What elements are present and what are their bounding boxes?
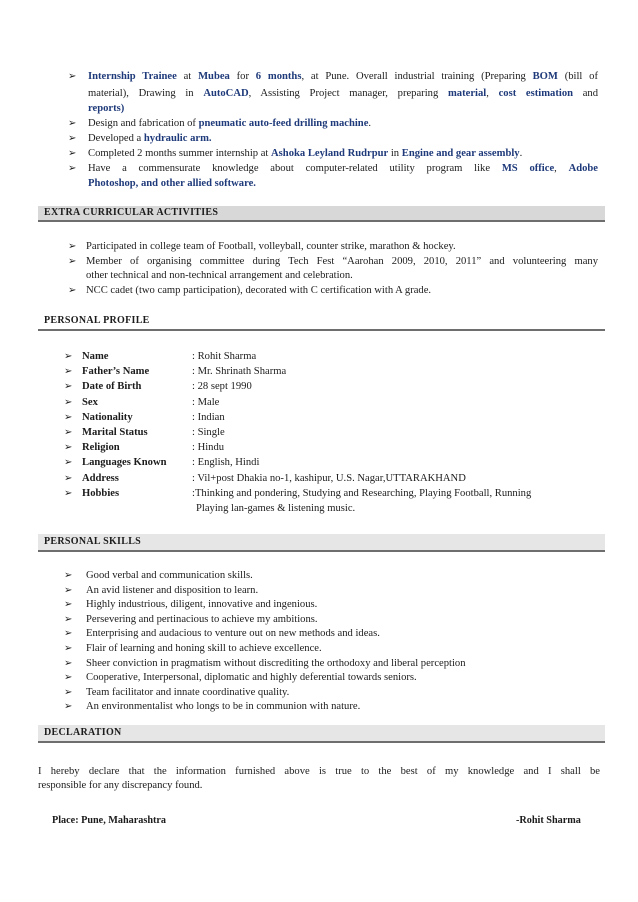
bullet-arrow-icon: ➢ [64,412,73,423]
bullet-arrow-icon: ➢ [64,457,73,468]
skill-item: Cooperative, Interpersonal, diplomatic and highly deferential towards seniors. [86,672,417,683]
place-text: Place: Pune, Maharashtra [52,815,167,826]
profile-label: Languages Known [82,457,167,468]
bullet-arrow-icon: ➢ [64,473,73,484]
text-run: material), Drawing in [88,88,204,99]
section-title: DECLARATION [44,727,122,738]
internship-line [88,70,598,84]
bullet-arrow-icon: ➢ [68,148,77,159]
bullet-arrow-icon: ➢ [64,658,73,669]
section-header-personal-profile [38,305,605,331]
bullet-arrow-icon: ➢ [68,256,77,267]
extra-curricular-item: other technical and non-technical arrangement and celebration. [86,270,353,281]
text-run: Engine and gear assembly [401,148,520,159]
bullet-arrow-icon: ➢ [68,118,77,129]
bullet-arrow-icon: ➢ [64,672,73,683]
bullet-arrow-icon: ➢ [64,488,73,499]
skill-item: Flair of learning and honing skill to achieve excellence. [86,643,322,654]
bullet-arrow-icon: ➢ [68,241,77,252]
text-run: , Assisting Project manager, preparing [248,88,448,99]
profile-value: : Hindu [192,442,225,453]
internship-line [88,132,212,146]
bullet-arrow-icon: ➢ [64,427,73,438]
text-run: MS office [501,163,555,174]
bullet-arrow-icon: ➢ [64,442,73,453]
text-run: . [368,118,372,129]
section-title: PERSONAL SKILLS [44,536,142,547]
internship-line [88,87,598,101]
profile-label: Father’s Name [82,366,150,377]
profile-label: Date of Birth [82,381,142,392]
skill-item: Persevering and pertinacious to achieve my ambitions. [86,614,318,625]
bullet-arrow-icon: ➢ [64,366,73,377]
section-title: PERSONAL PROFILE [44,315,150,326]
signature-text: -Rohit Sharma [516,815,581,826]
declaration-text-line-2: responsible for any discrepancy found. [38,780,203,791]
section-title: EXTRA CURRICULAR ACTIVITIES [44,207,219,218]
bullet-arrow-icon: ➢ [64,701,73,712]
profile-value: : Vil+post Dhakia no-1, kashipur, U.S. Nagar,UTTARAKHAND [192,473,466,484]
section-header-declaration [38,725,605,743]
profile-label: Marital Status [82,427,148,438]
text-run: Internship Trainee [88,71,177,82]
skill-item: Sheer conviction in pragmatism without discrediting the orthodoxy and liberal perception [86,658,466,669]
bullet-arrow-icon: ➢ [64,381,73,392]
text-run: Completed 2 months summer internship at [88,148,272,159]
profile-label: Nationality [82,412,133,423]
text-run: 6 months [255,71,302,82]
skill-item: Highly industrious, diligent, innovative and ingenious. [86,599,318,610]
internship-line [88,117,371,131]
bullet-arrow-icon: ➢ [68,285,77,296]
text-run: Adobe [568,163,598,174]
extra-curricular-item: Participated in college team of Football, volleyball, counter strike, marathon & hockey. [86,241,456,252]
bullet-arrow-icon: ➢ [64,599,73,610]
text-run: Photoshop, and other allied software. [88,178,256,189]
skill-item: Team facilitator and innate coordinative quality. [86,687,290,698]
text-run: for [229,71,256,82]
text-run: and [573,88,599,99]
profile-value: : Single [192,427,225,438]
bullet-arrow-icon: ➢ [64,570,73,581]
profile-label: Sex [82,397,98,408]
text-run: Design and fabrication of [88,118,199,129]
text-run: , [554,163,569,174]
text-run: reports) [88,103,125,114]
text-run: at [176,71,199,82]
text-run: cost estimation [498,88,574,99]
skill-item: Good verbal and communication skills. [86,570,253,581]
bullet-arrow-icon: ➢ [68,163,77,174]
text-run: material [447,88,487,99]
bullet-arrow-icon: ➢ [64,585,73,596]
extra-curricular-item: NCC cadet (two camp participation), decorated with C certification with A grade. [86,285,432,296]
profile-value: : Indian [192,412,225,423]
bullet-arrow-icon: ➢ [64,397,73,408]
profile-value: : Mr. Shrinath Sharma [192,366,287,377]
profile-value: : English, Hindi [192,457,260,468]
internship-line [88,147,522,161]
profile-value: : 28 sept 1990 [192,381,252,392]
profile-label: Religion [82,442,120,453]
text-run: , [486,88,499,99]
text-run: Ashoka Leyland Rudrpur [271,148,389,159]
internship-line [88,162,598,176]
text-run: (bill of [557,71,598,82]
profile-value: : Male [192,397,220,408]
text-run: BOM [532,71,558,82]
profile-label: Name [82,351,109,362]
skill-item: Enterprising and audacious to venture out on new methods and ideas. [86,628,380,639]
profile-label: Hobbies [82,488,120,499]
bullet-arrow-icon: ➢ [64,687,73,698]
section-header-personal-skills [38,534,605,552]
bullet-arrow-icon: ➢ [68,71,77,82]
text-run: Mubea [198,71,230,82]
profile-value: : Rohit Sharma [192,351,257,362]
extra-curricular-item: Member of organising committee during Tech Fest “Aarohan 2009, 2010, 2011” and volunteering many [86,256,598,267]
profile-label: Address [82,473,119,484]
skill-item: An environmentalist who longs to be in communion with nature. [86,701,361,712]
text-run: AutoCAD [203,88,249,99]
text-run: Have a commensurate knowledge about computer-related utility program like [88,163,502,174]
bullet-arrow-icon: ➢ [64,614,73,625]
text-run: pneumatic auto-feed drilling machine [198,118,369,129]
text-run: hydraulic arm. [143,133,212,144]
internship-line [88,177,256,191]
declaration-text-line-1: I hereby declare that the information furnished above is true to the best of my knowledge and I shall be [38,766,600,777]
profile-value: :Thinking and pondering, Studying and Researching, Playing Football, Running [192,488,532,499]
bullet-arrow-icon: ➢ [64,628,73,639]
profile-value-continued: Playing lan-games & listening music. [196,503,356,514]
bullet-arrow-icon: ➢ [64,643,73,654]
internship-line [88,102,124,116]
bullet-arrow-icon: ➢ [64,351,73,362]
text-run: , at Pune. Overall industrial training (Preparing [301,71,533,82]
bullet-arrow-icon: ➢ [68,133,77,144]
section-header-extra-curricular [38,206,605,222]
text-run: in [388,148,402,159]
text-run: Developed a [88,133,144,144]
skill-item: An avid listener and disposition to learn. [86,585,259,596]
text-run: . [519,148,523,159]
